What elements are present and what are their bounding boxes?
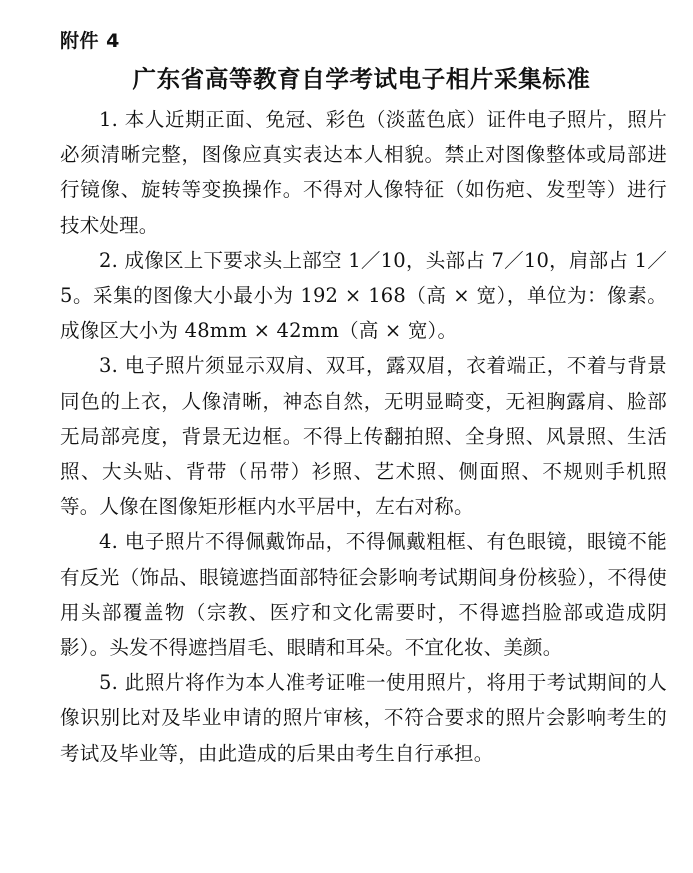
attachment-label: 附件 4 — [60, 30, 120, 52]
paragraph-4: 4. 电子照片不得佩戴饰品，不得佩戴粗框、有色眼镜，眼镜不能有反光（饰品、眼镜遮挡面部特征会影响考试期间身份核验），不得使用头部覆盖物（宗教、医疗和文化需要时，不得遮挡脸部或造成阴影）。头发不得遮挡眉毛、眼睛和耳朵。不宜化妆、美颜。 — [60, 530, 667, 660]
paragraph-5: 5. 此照片将作为本人准考证唯一使用照片，将用于考试期间的人像识别比对及毕业申请的照片审核，不符合要求的照片会影响考生的考试及毕业等，由此造成的后果由考生自行承担。 — [60, 671, 667, 765]
paragraph-2: 2. 成像区上下要求头上部空 1／10，头部占 7／10，肩部占 1／5。采集的图像大小最小为 192 × 168（高 × 宽），单位为：像素。成像区大小为 48mm × 42mm（高 × 宽）。 — [60, 248, 667, 343]
paragraph-1: 1. 本人近期正面、免冠、彩色（淡蓝色底）证件电子照片，照片必须清晰完整，图像应真实表达本人相貌。禁止对图像整体或局部进行镜像、旋转等变换操作。不得对人像特征（如伤疤、发型等）进行技术处理。 — [60, 108, 667, 237]
paragraph-3: 3. 电子照片须显示双肩、双耳，露双眉，衣着端正，不着与背景同色的上衣，人像清晰，神态自然，无明显畸变，无袒胸露肩、脸部无局部亮度，背景无边框。不得上传翻拍照、全身照、风景照、生活照、大头贴、背带（吊带）衫照、艺术照、侧面照、不规则手机照等。人像在图像矩形框内水平居中，左右对称。 — [60, 354, 667, 519]
document-title: 广东省高等教育自学考试电子相片采集标准 — [132, 65, 591, 93]
